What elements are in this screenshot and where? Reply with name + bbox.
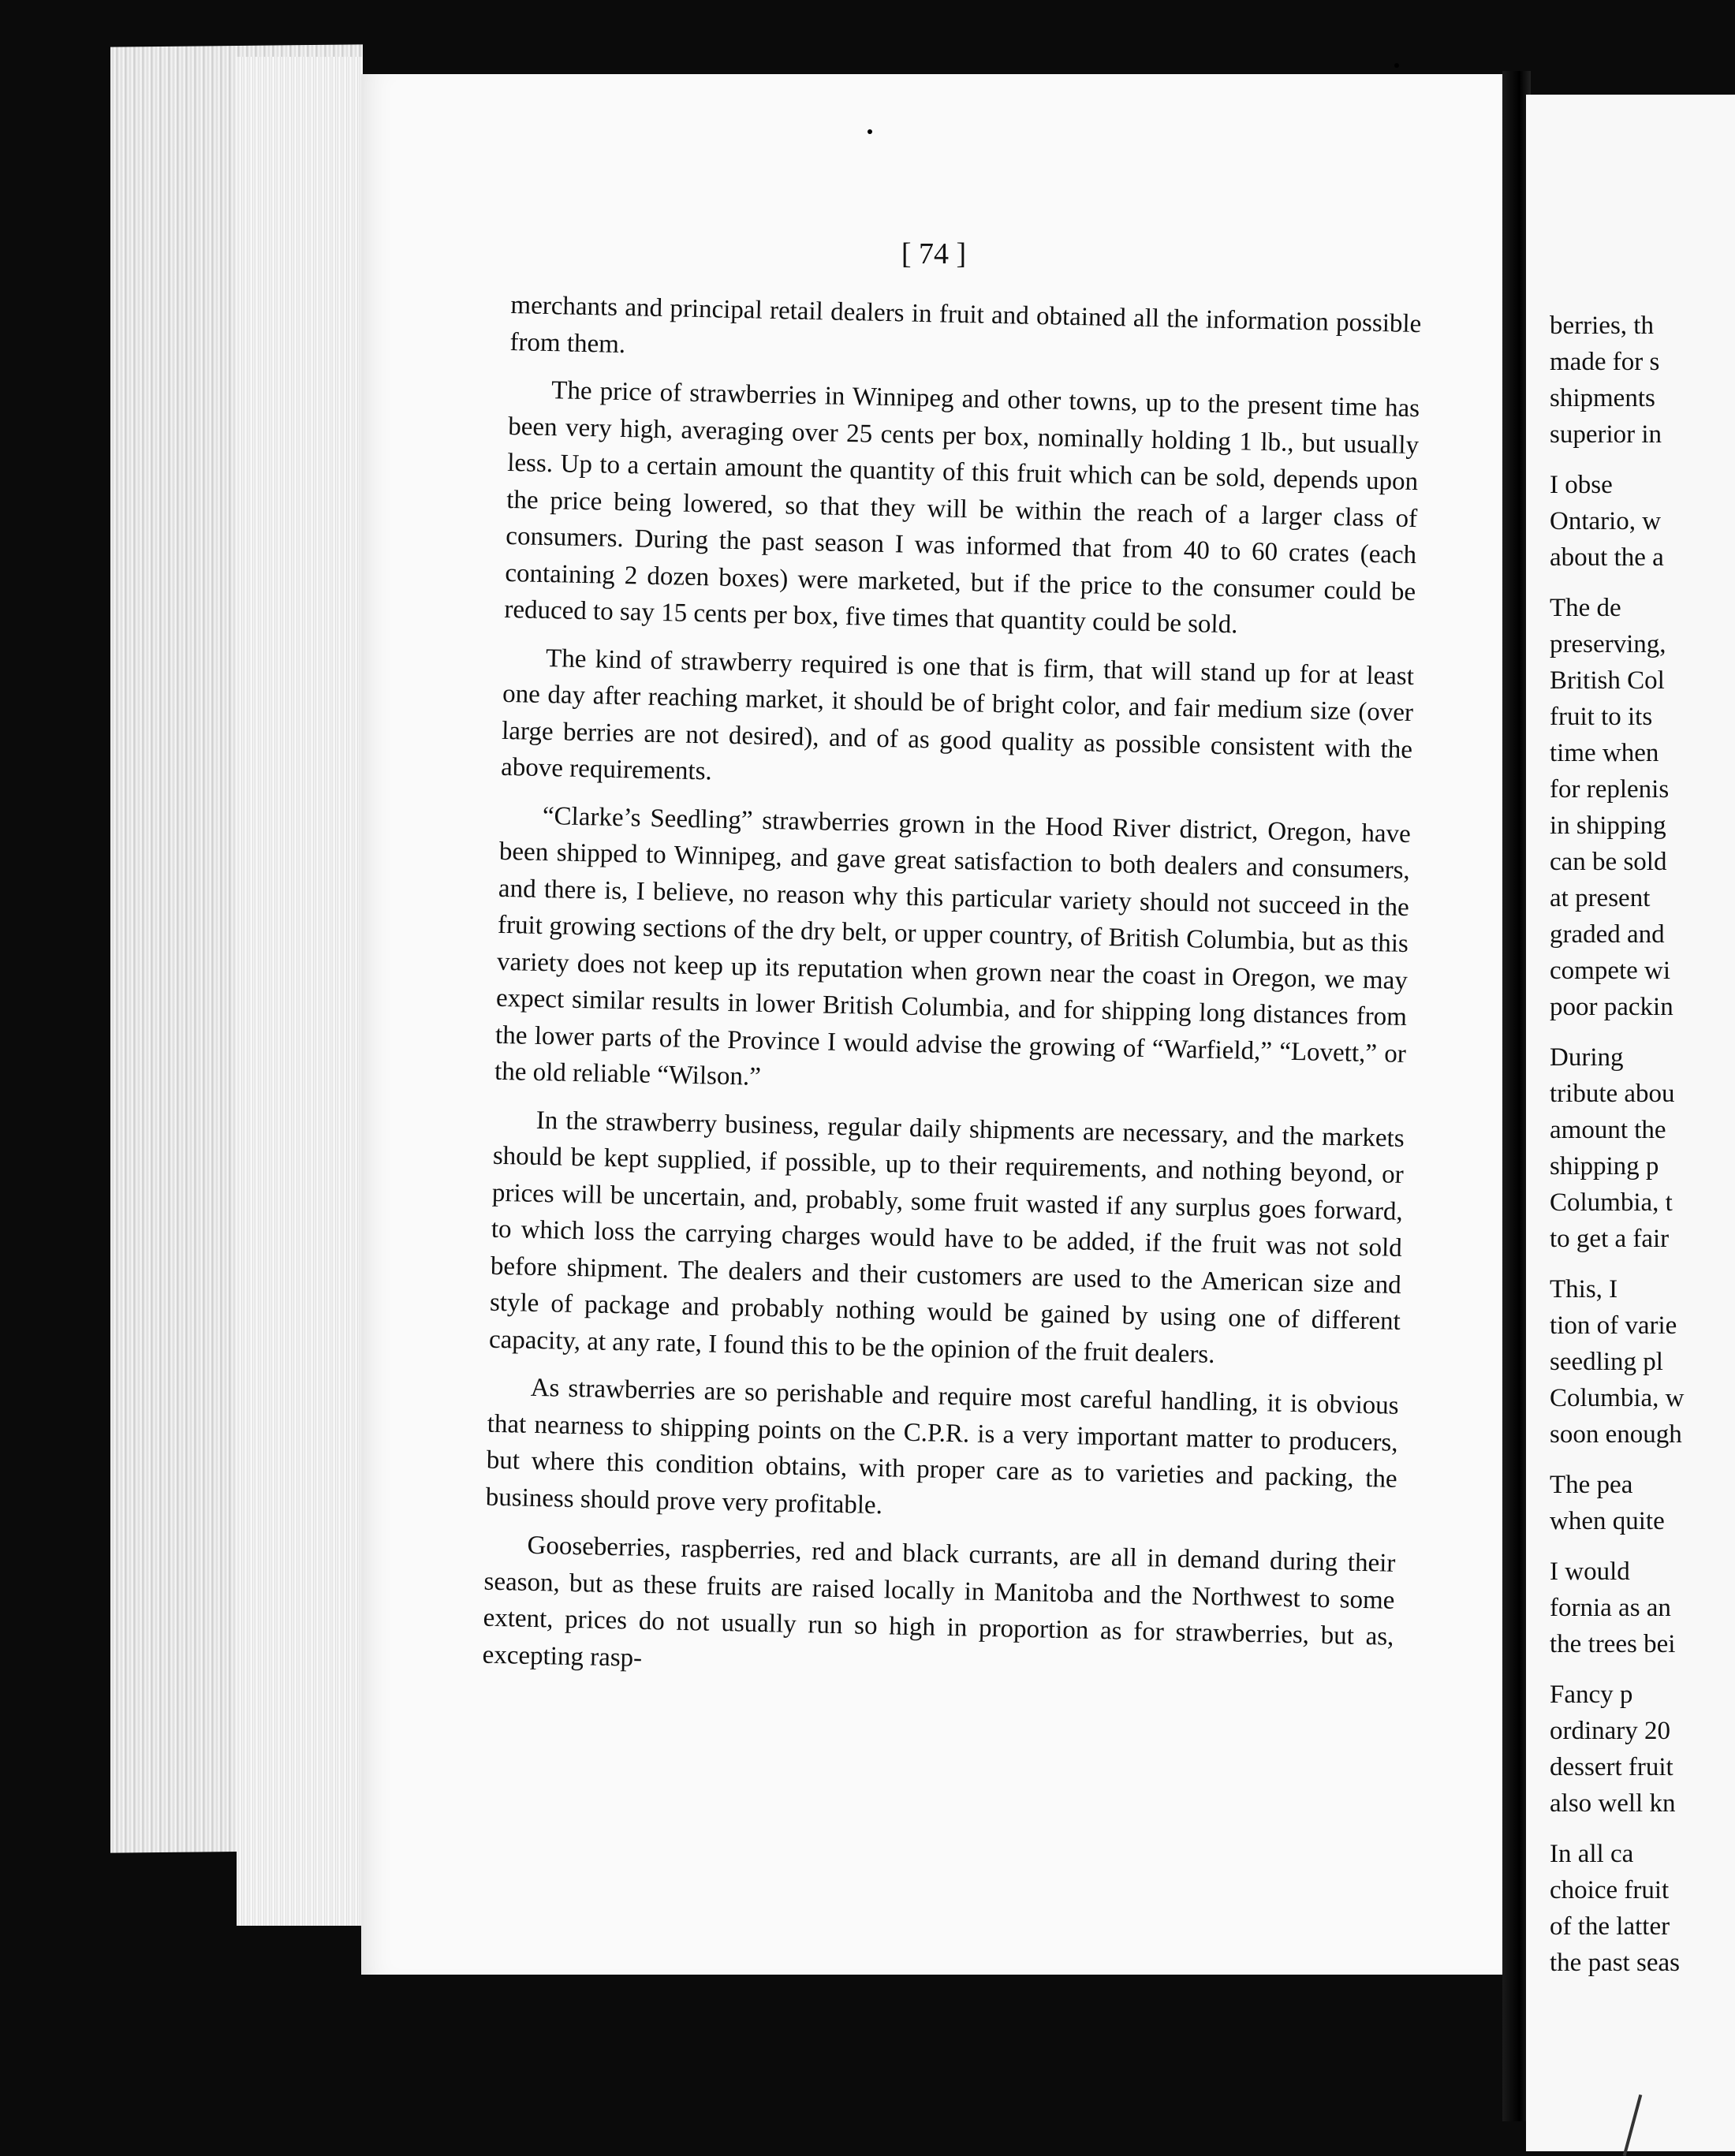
paragraph-gap bbox=[1550, 1453, 1735, 1467]
text-line: During bbox=[1550, 1043, 1624, 1072]
text-line: fornia as an bbox=[1550, 1594, 1671, 1622]
text-line: Columbia, w bbox=[1550, 1384, 1685, 1412]
paragraph-gap bbox=[1550, 1662, 1735, 1677]
paragraph-gap bbox=[1550, 453, 1735, 467]
text-line: Ontario, w bbox=[1550, 507, 1662, 535]
text-line: tribute abou bbox=[1550, 1080, 1675, 1108]
text-line: I would bbox=[1550, 1557, 1630, 1586]
text-line: The pea bbox=[1550, 1471, 1633, 1499]
right-page-body bbox=[1550, 308, 1735, 1981]
text-line: tion of varie bbox=[1550, 1311, 1677, 1340]
text-line: in shipping bbox=[1550, 811, 1666, 840]
text-line: seedling pl bbox=[1550, 1348, 1663, 1376]
right-page bbox=[1526, 95, 1735, 2151]
text-line: dessert fruit bbox=[1550, 1753, 1673, 1781]
left-page bbox=[361, 74, 1506, 1975]
speck bbox=[1394, 63, 1399, 68]
text-line: amount the bbox=[1550, 1116, 1666, 1144]
text-line: about the a bbox=[1550, 543, 1664, 572]
paragraph-gap bbox=[1550, 576, 1735, 590]
text-line: can be sold bbox=[1550, 848, 1667, 876]
text-line: time when bbox=[1550, 739, 1659, 767]
text-line: Fancy p bbox=[1550, 1680, 1633, 1709]
text-line: when quite bbox=[1550, 1507, 1665, 1535]
paragraph-gap bbox=[1550, 1257, 1735, 1271]
text-line: also well kn bbox=[1550, 1789, 1676, 1818]
text-line: at present bbox=[1550, 884, 1651, 912]
left-page-body bbox=[482, 287, 1422, 1703]
text-line: berries, th bbox=[1550, 311, 1654, 340]
paragraph-gap bbox=[1550, 1822, 1735, 1836]
text-line: In all ca bbox=[1550, 1840, 1634, 1868]
text-line: British Col bbox=[1550, 666, 1665, 695]
text-line: preserving, bbox=[1550, 630, 1666, 658]
text-line: ordinary 20 bbox=[1550, 1717, 1671, 1745]
paragraph: In the strawberry business, regular daily shipments are necessary, and the markets should be kept supplied, if possible, up to their requirements, and nothing beyond, or prices will be uncertain, and, probably, some fruit wasted if any surplus goes forward, to which loss the carrying charges would have to be added, if the fruit was not sold before shipment. The dealers and their customers are used to the American size and style of package and probably nothing would be gained by using one of different capacity, at any rate, I found this to be the opinion of the fruit dealers. bbox=[488, 1106, 1405, 1369]
text-line: graded and bbox=[1550, 920, 1665, 949]
text-line: choice fruit bbox=[1550, 1876, 1670, 1904]
text-line: to get a fair bbox=[1550, 1225, 1670, 1253]
text-line: shipments bbox=[1550, 384, 1655, 412]
book-page-edges-inner bbox=[237, 57, 363, 1926]
text-line: I obse bbox=[1550, 471, 1613, 499]
text-line: the past seas bbox=[1550, 1949, 1680, 1977]
text-line: This, I bbox=[1550, 1275, 1618, 1304]
page-number: [ 74 ] bbox=[901, 237, 967, 270]
text-line: shipping p bbox=[1550, 1152, 1659, 1181]
paragraph: Gooseberries, raspberries, red and black currants, are all in demand during their season, but as these fruits are raised locally in Manitoba and the Northwest to some extent, prices do not usually run so high in proportion as for strawberries, but as, excepting rasp- bbox=[482, 1531, 1396, 1673]
text-line: of the latter bbox=[1550, 1912, 1670, 1941]
paragraph: As strawberries are so perishable and require most careful handling, it is obvious that nearness to shipping points on the C.P.R. is a very important matter to producers, but where this condition obtains, with proper care as to varieties and packing, the business should prove very profitable. bbox=[485, 1373, 1399, 1520]
speck bbox=[868, 129, 872, 134]
text-line: Columbia, t bbox=[1550, 1188, 1673, 1217]
text-line: poor packin bbox=[1550, 993, 1673, 1021]
text-line: the trees bei bbox=[1550, 1630, 1676, 1658]
text-line: for replenis bbox=[1550, 775, 1670, 804]
text-line: soon enough bbox=[1550, 1420, 1682, 1449]
paragraph-gap bbox=[1550, 1539, 1735, 1554]
paragraph: The price of strawberries in Winnipeg and other towns, up to the present time has been very high, averaging over 25 cents per box, nominally holding 1 lb., but usually less. Up to a certain amount the quantity of this fruit which can be sold, depends upon the price being lowered, so that they will be within the reach of a larger class of consumers. During the past season I was informed that from 40 to 60 crates (each containing 2 dozen boxes) were marketed, but if the price to the consumer could be reduced to say 15 cents per box, five times that quantity could be sold. bbox=[504, 376, 1420, 640]
text-line: compete wi bbox=[1550, 957, 1671, 985]
text-line: superior in bbox=[1550, 420, 1662, 449]
paragraph-gap bbox=[1550, 1025, 1735, 1039]
text-line: made for s bbox=[1550, 348, 1660, 376]
paragraph: “Clarke’s Seedling” strawberries grown in the Hood River district, Oregon, have been shipped to Winnipeg, and gave great satisfaction to both dealers and consumers, and there is, I believe, no reason why this particular variety should not succeed in the fruit growing sections of the dry belt, or upper country, of British Columbia, but as this variety does not keep up its reputation when grown near the coast in Oregon, we may expect similar results in lower British Columbia, and for shipping long distances from the lower parts of the Province I would advise the growing of “Warfield,” “Lovett,” or the old reliable “Wilson.” bbox=[494, 801, 1412, 1091]
text-line: fruit to its bbox=[1550, 703, 1653, 731]
text-line: The de bbox=[1550, 594, 1621, 622]
paragraph: The kind of strawberry required is one that is firm, that will stand up for at least one day after reaching market, it should be of bright color, and fair medium size (over large berries are not desired), and of as good quality as possible consistent with the above requirements. bbox=[500, 643, 1415, 786]
paragraph: merchants and principal retail dealers in fruit and obtained all the information possible from them. bbox=[509, 290, 1422, 359]
